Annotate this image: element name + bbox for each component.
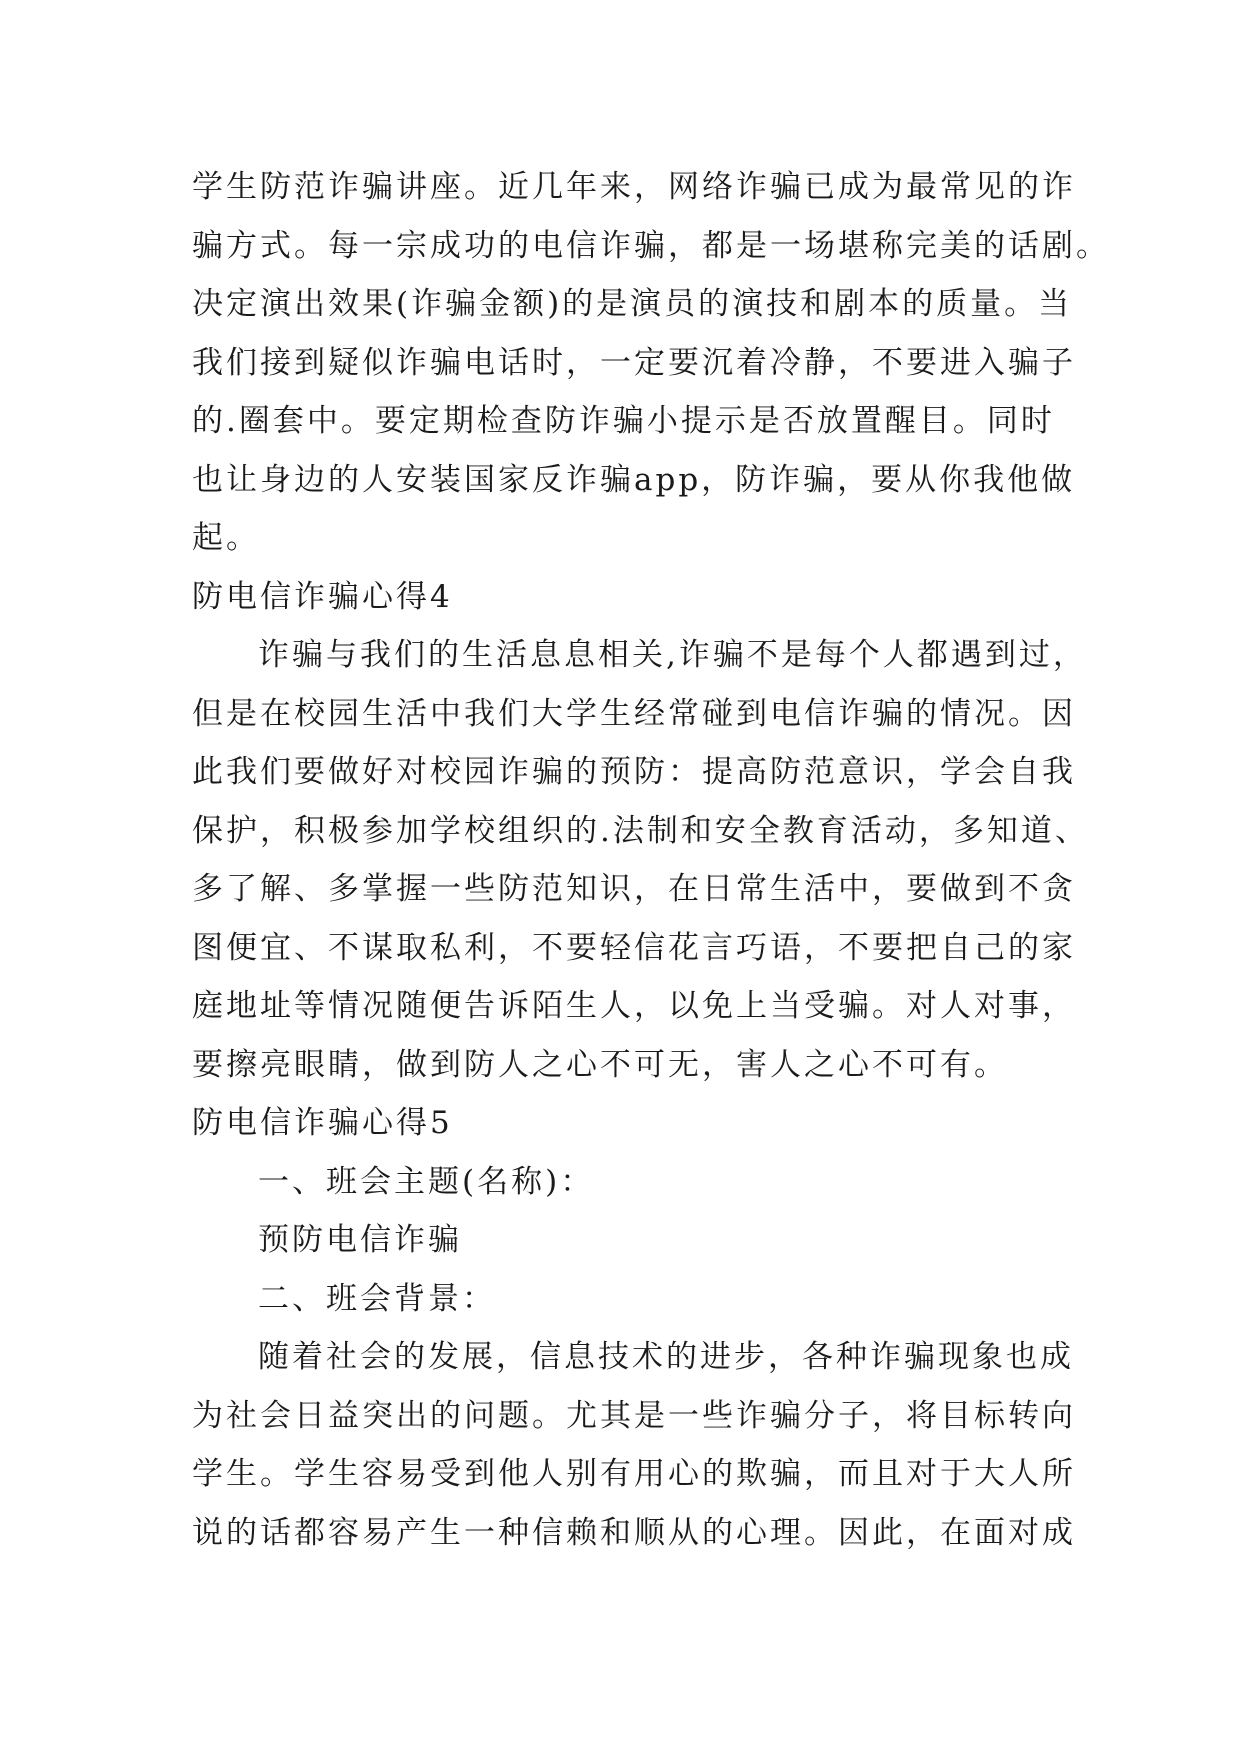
text-line: 防电信诈骗心得4 (192, 578, 453, 615)
text-line: 说的话都容易产生一种信赖和顺从的心理。因此，在面对成 (192, 1514, 1076, 1551)
text-line: 图便宜、不谋取私利，不要轻信花言巧语，不要把自己的家 (192, 929, 1076, 966)
text-line: 起。 (192, 520, 260, 556)
text-line: 多了解、多掌握一些防范知识，在日常生活中，要做到不贪 (192, 871, 1076, 907)
text-line: 决定演出效果(诈骗金额)的是演员的演技和剧本的质量。当 (192, 286, 1073, 322)
text-line: 学生。学生容易受到他人别有用心的欺骗，而且对于大人所 (192, 1456, 1076, 1492)
text-line: 要擦亮眼睛，做到防人之心不可无，害人之心不可有。 (192, 1046, 1008, 1083)
text-line: 防电信诈骗心得5 (192, 1105, 453, 1141)
text-line: 我们接到疑似诈骗电话时，一定要沉着冷静，不要进入骗子 (192, 344, 1076, 381)
text-line: 预防电信诈骗 (258, 1222, 462, 1258)
text-line: 此我们要做好对校园诈骗的预防：提高防范意识，学会自我 (192, 754, 1076, 790)
text-line: 随着社会的发展，信息技术的进步，各种诈骗现象也成 (258, 1339, 1074, 1375)
text-line: 但是在校园生活中我们大学生经常碰到电信诈骗的情况。因 (192, 695, 1076, 732)
text-line: 二、班会背景： (258, 1280, 496, 1317)
text-line: 骗方式。每一宗成功的电信诈骗，都是一场堪称完美的话剧。 (192, 227, 1110, 264)
text-line: 诈骗与我们的生活息息相关,诈骗不是每个人都遇到过， (258, 637, 1087, 673)
text-line: 的.圈套中。要定期检查防诈骗小提示是否放置醒目。同时 (192, 403, 1055, 439)
text-line: 庭地址等情况随便告诉陌生人，以免上当受骗。对人对事， (192, 988, 1076, 1024)
text-line: 学生防范诈骗讲座。近几年来，网络诈骗已成为最常见的诈 (192, 169, 1076, 205)
text-line: 为社会日益突出的问题。尤其是一些诈骗分子，将目标转向 (192, 1397, 1076, 1434)
text-line: 保护，积极参加学校组织的.法制和安全教育活动，多知道、 (192, 812, 1089, 849)
document-body (192, 158, 1110, 1562)
text-line: 也让身边的人安装国家反诈骗app，防诈骗，要从你我他做 (192, 461, 1076, 498)
text-line: 一、班会主题(名称)： (258, 1163, 595, 1200)
